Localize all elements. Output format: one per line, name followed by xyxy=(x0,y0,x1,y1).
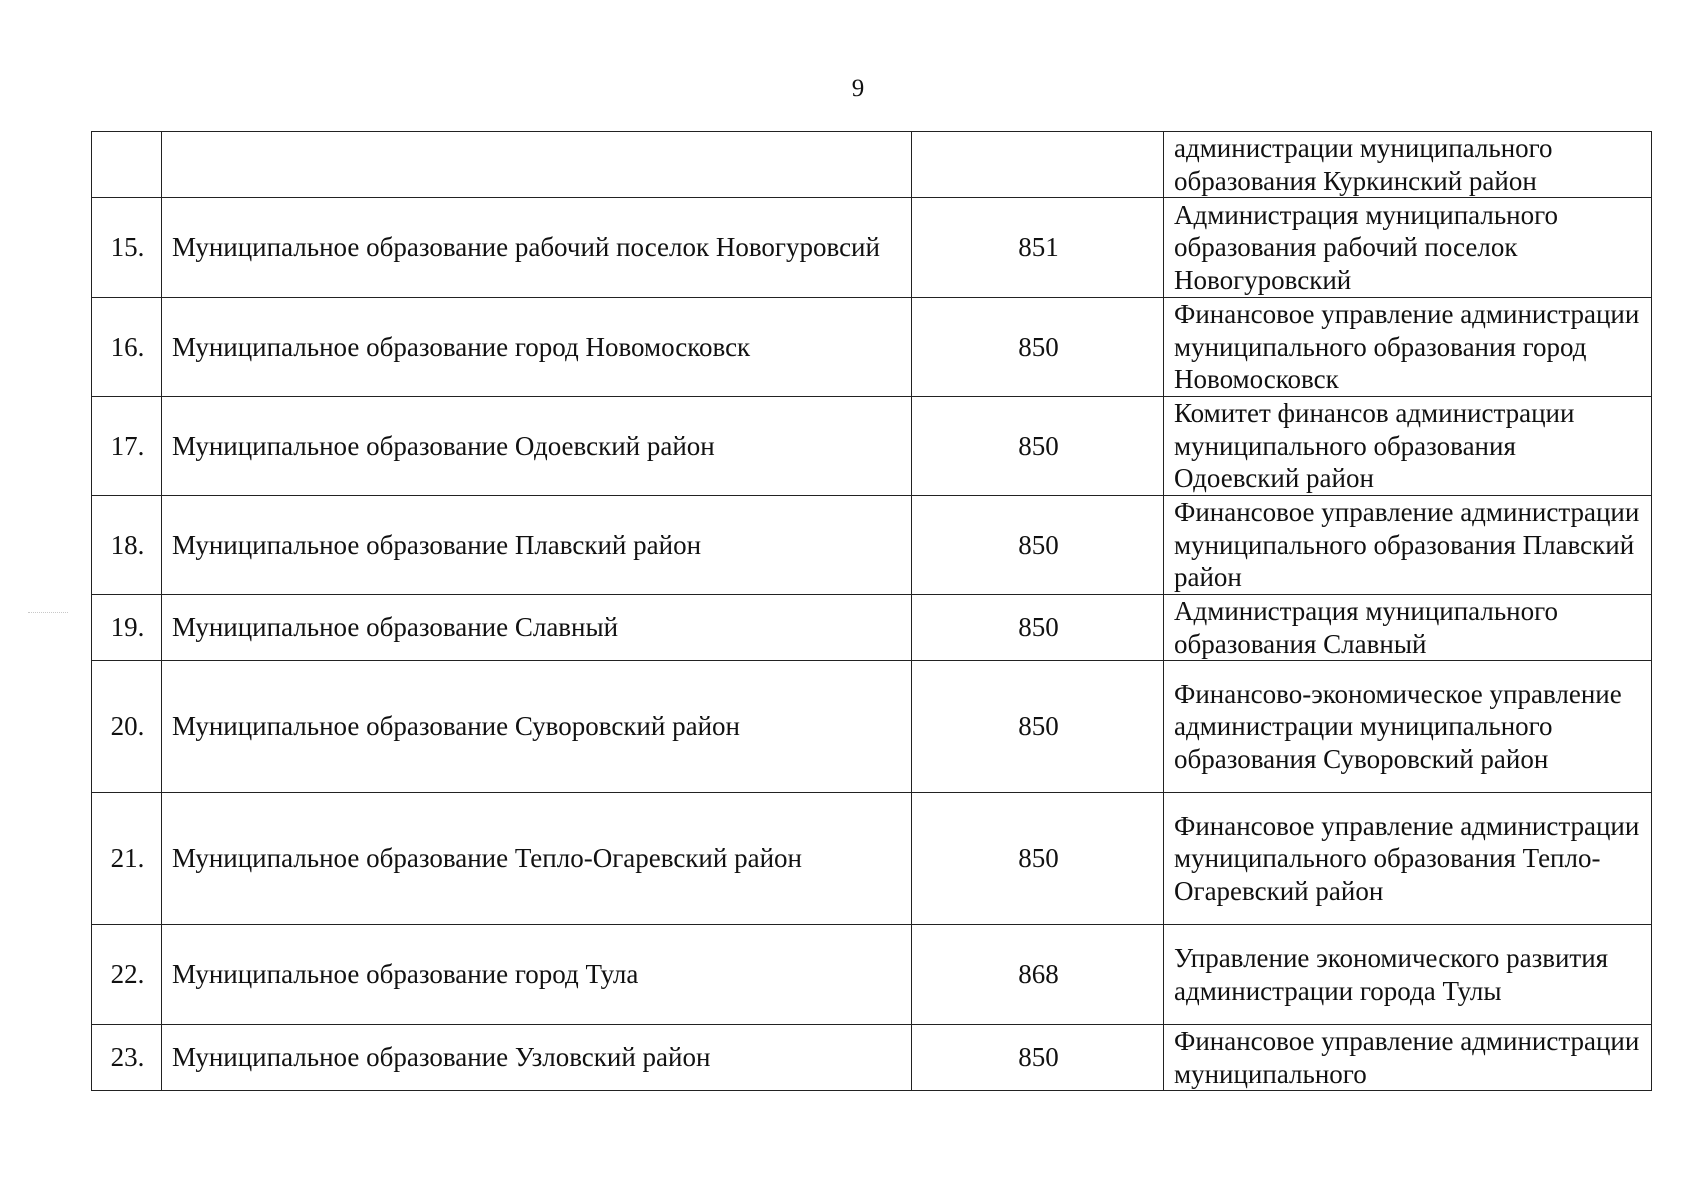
administrator-name: Финансовое управление администрации муниципального образования город Новомосковск xyxy=(1164,298,1652,397)
administrator-name: Комитет финансов администрации муниципального образования Одоевский район xyxy=(1164,397,1652,496)
table-row xyxy=(92,298,1652,397)
row-number: 18. xyxy=(92,496,162,595)
row-number: 21. xyxy=(92,793,162,925)
administrator-name: Финансовое управление администрации муниципального образования Тепло-Огаревский район xyxy=(1164,793,1652,925)
municipal-table xyxy=(91,131,1652,1091)
table-row xyxy=(92,198,1652,298)
municipality-name: Муниципальное образование город Тула xyxy=(162,925,912,1025)
admin-code: 850 xyxy=(912,595,1164,661)
admin-code: 851 xyxy=(912,198,1164,298)
row-number: 16. xyxy=(92,298,162,397)
admin-code xyxy=(912,132,1164,198)
table-row xyxy=(92,496,1652,595)
admin-code: 850 xyxy=(912,298,1164,397)
administrator-name: Финансовое управление администрации муниципального xyxy=(1164,1025,1652,1091)
table-row xyxy=(92,661,1652,793)
municipality-name: Муниципальное образование Плавский район xyxy=(162,496,912,595)
municipality-name: Муниципальное образование Одоевский район xyxy=(162,397,912,496)
municipality-name: Муниципальное образование Суворовский район xyxy=(162,661,912,793)
admin-code: 850 xyxy=(912,661,1164,793)
municipality-name xyxy=(162,132,912,198)
row-number: 17. xyxy=(92,397,162,496)
admin-code: 850 xyxy=(912,397,1164,496)
admin-code: 850 xyxy=(912,793,1164,925)
table-row xyxy=(92,132,1652,198)
municipality-name: Муниципальное образование Узловский район xyxy=(162,1025,912,1091)
table-row xyxy=(92,595,1652,661)
admin-code: 868 xyxy=(912,925,1164,1025)
table-row xyxy=(92,1025,1652,1091)
row-number: 22. xyxy=(92,925,162,1025)
administrator-name: Финансово-экономическое управление администрации муниципального образования Суворовский район xyxy=(1164,661,1652,793)
municipality-name: Муниципальное образование Славный xyxy=(162,595,912,661)
administrator-name: Управление экономического развития администрации города Тулы xyxy=(1164,925,1652,1025)
table-row xyxy=(92,925,1652,1025)
municipality-name: Муниципальное образование город Новомосковск xyxy=(162,298,912,397)
administrator-name: Финансовое управление администрации муниципального образования Плавский район xyxy=(1164,496,1652,595)
row-number xyxy=(92,132,162,198)
table-row xyxy=(92,793,1652,925)
row-number: 23. xyxy=(92,1025,162,1091)
row-number: 15. xyxy=(92,198,162,298)
scan-mark xyxy=(28,612,68,614)
admin-code: 850 xyxy=(912,496,1164,595)
admin-code: 850 xyxy=(912,1025,1164,1091)
municipality-name: Муниципальное образование рабочий поселок Новогуровсий xyxy=(162,198,912,298)
page-number: 9 xyxy=(851,75,865,102)
municipality-name: Муниципальное образование Тепло-Огаревский район xyxy=(162,793,912,925)
row-number: 19. xyxy=(92,595,162,661)
administrator-name: Администрация муниципального образования рабочий поселок Новогуровский xyxy=(1164,198,1652,298)
administrator-name: Администрация муниципального образования Славный xyxy=(1164,595,1652,661)
administrator-name: администрации муниципального образования Куркинский район xyxy=(1164,132,1652,198)
table-row xyxy=(92,397,1652,496)
row-number: 20. xyxy=(92,661,162,793)
